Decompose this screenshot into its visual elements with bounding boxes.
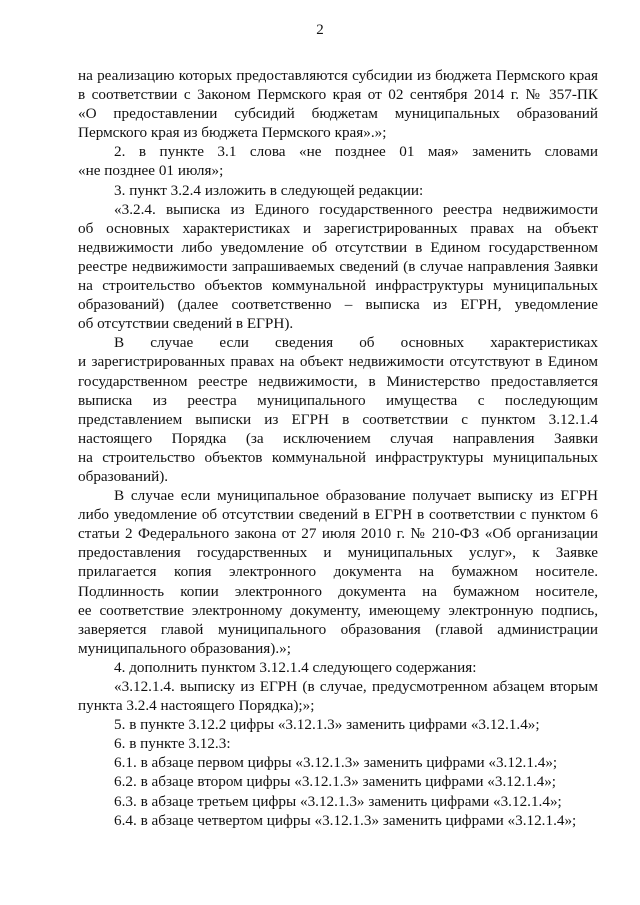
text-line: 6.4. в абзаце четвертом цифры «3.12.1.3» заменить цифрами «3.12.1.4»;: [114, 811, 577, 829]
text-line: либо уведомление об отсутствии сведений в ЕГРН в соответствии с пунктом 6: [78, 506, 598, 524]
text-line: и зарегистрированных правах на объект недвижимости отсутствуют в Едином: [78, 353, 598, 371]
text-line: 6.1. в абзаце первом цифры «3.12.1.3» заменить цифрами «3.12.1.4»;: [114, 754, 558, 772]
text-line: 2. в пункте 3.1 слова «не позднее 01 мая» заменить словами: [114, 143, 598, 161]
text-line: В случае если муниципальное образование получает выписку из ЕГРН: [114, 487, 598, 505]
text-line: 6.3. в абзаце третьем цифры «3.12.1.3» заменить цифрами «3.12.1.4»;: [114, 792, 562, 810]
text-line: «3.12.1.4. выписку из ЕГРН (в случае, предусмотренном абзацем вторым: [114, 678, 598, 695]
text-line: «3.2.4. выписка из Единого государственного реестра недвижимости: [114, 200, 598, 218]
text-line: недвижимости либо уведомление об отсутствии в Едином государственном: [78, 238, 598, 256]
text-line: статьи 2 Федерального закона от 27 июля 2010 г. № 210-ФЗ «Об организации: [78, 525, 598, 543]
text-line: пункта 3.2.4 настоящего Порядка);»;: [78, 697, 315, 715]
text-line: 5. в пункте 3.12.2 цифры «3.12.1.3» заменить цифрами «3.12.1.4»;: [114, 716, 540, 734]
text-line: В случае если сведения об основных характеристиках: [114, 334, 598, 352]
document-body: [78, 66, 598, 830]
text-line: в соответствии с Законом Пермского края от 02 сентября 2014 г. № 357-ПК: [78, 86, 598, 104]
text-line: 4. дополнить пунктом 3.12.1.4 следующего содержания:: [114, 658, 477, 676]
page-number: 2: [316, 22, 324, 38]
text-line: реестре недвижимости запрашиваемых сведений (в случае направления Заявки: [78, 257, 598, 275]
text-line: Пермского края из бюджета Пермского края».»;: [78, 124, 387, 142]
text-line: на строительство объектов коммунальной инфраструктуры муниципальных: [78, 277, 598, 295]
text-line: ее соответствие электронному документу, имеющему электронную подпись,: [78, 601, 598, 619]
text-line: «не позднее 01 июля»;: [78, 162, 224, 180]
text-line: государственном реестре недвижимости, в Министерство предоставляется: [78, 372, 598, 390]
text-line: предоставления государственных и муниципальных услуг», к Заявке: [78, 544, 598, 562]
text-line: об отсутствии сведений в ЕГРН).: [78, 315, 294, 333]
text-line: прилагается копия электронного документа на бумажном носителе.: [78, 563, 598, 581]
text-line: «О предоставлении субсидий бюджетам муниципальных образований: [78, 105, 598, 123]
text-line: 3. пункт 3.2.4 изложить в следующей редакции:: [114, 181, 424, 199]
text-line: 6.2. в абзаце втором цифры «3.12.1.3» заменить цифрами «3.12.1.4»;: [114, 773, 557, 791]
text-line: представлением выписки из ЕГРН в соответствии с пунктом 3.12.1.4: [78, 410, 598, 428]
text-line: заверяется главой муниципального образования (главой администрации: [78, 620, 598, 638]
text-line: на реализацию которых предоставляются субсидии из бюджета Пермского края: [78, 67, 598, 84]
text-line: об основных характеристиках и зарегистрированных правах на объект: [78, 219, 598, 237]
text-line: муниципального образования).»;: [78, 639, 291, 657]
text-line: 6. в пункте 3.12.3:: [114, 735, 231, 753]
text-line: настоящего Порядка (за исключением случая направления Заявки: [78, 429, 598, 447]
text-line: на строительство объектов коммунальной инфраструктуры муниципальных: [78, 448, 598, 466]
text-line: выписка из реестра муниципального имущества с последующим: [78, 391, 598, 409]
text-line: образований) (далее соответственно – выписка из ЕГРН, уведомление: [78, 296, 598, 314]
text-line: образований).: [78, 467, 169, 485]
text-line: Подлинность копии электронного документа на бумажном носителе,: [78, 582, 598, 600]
